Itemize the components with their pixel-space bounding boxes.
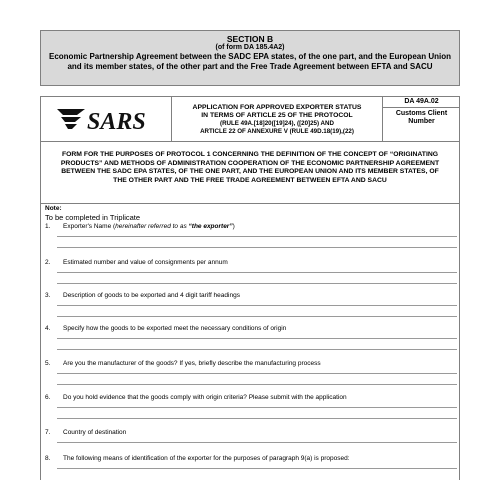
form-title-line3: (RULE 49A.[18]20([19]24), ([20]25) AND xyxy=(220,120,334,127)
form-title-line4: ARTICLE 22 OF ANNEXURE V (RULE 49D.18(19),(22) xyxy=(200,128,354,135)
form-code-box xyxy=(382,97,460,141)
answer-line-5a[interactable] xyxy=(57,373,457,374)
answer-line-3a[interactable] xyxy=(57,305,457,306)
question-4: 4. Specify how the goods to be exported meet the necessary conditions of origin xyxy=(45,325,287,332)
answer-line-2a[interactable] xyxy=(57,272,457,273)
divider xyxy=(41,203,459,204)
question-1: 1. Exporter's Name (hereinafter referred to as “the exporter”) xyxy=(45,223,235,230)
application-form xyxy=(40,96,460,480)
answer-line-1b[interactable] xyxy=(57,247,457,248)
customs-client-number-label: Customs Client Number xyxy=(395,110,448,125)
form-header xyxy=(41,97,459,142)
question-2: 2. Estimated number and value of consignments per annum xyxy=(45,259,228,266)
answer-line-8a[interactable] xyxy=(57,468,457,469)
section-b-banner xyxy=(40,30,460,86)
answer-line-2b[interactable] xyxy=(57,283,457,284)
sars-logo-icon xyxy=(55,105,159,133)
section-heading: SECTION B xyxy=(226,34,274,44)
form-title-line2: IN TERMS OF ARTICLE 25 OF THE PROTOCOL xyxy=(201,112,353,119)
form-purpose: FORM FOR THE PURPOSES OF PROTOCOL 1 CONCERNING THE DEFINITION OF THE CONCEPT OF “ORIGINATING PRODUCTS” AND METHODS OF ADMINISTRATION COOPERATION OF THE ECONOMIC PARTNERSHIP AGREEMENT BETWEEN THE SADC EPA STATES, OF THE ONE PART, AND THE EUROPEAN UNION AND ITS MEMBER STATES, OF THE OTHER PART AND THE FREE TRADE AGREEMENT BETWEEN EFTA AND SACU xyxy=(60,151,440,184)
note-label: Note: xyxy=(45,205,62,212)
sars-logo xyxy=(41,97,172,141)
question-5: 5. Are you the manufacturer of the goods? If yes, briefly describe the manufacturing process xyxy=(45,360,321,367)
answer-line-4a[interactable] xyxy=(57,338,457,339)
note-text: To be completed in Triplicate xyxy=(45,213,141,222)
question-8: 8. The following means of identification of the exporter for the purposes of paragraph 9(a) is proposed: xyxy=(45,455,350,462)
form-title xyxy=(172,97,382,141)
form-title-line1: APPLICATION FOR APPROVED EXPORTER STATUS xyxy=(192,104,362,111)
question-3: 3. Description of goods to be exported and 4 digit tariff headings xyxy=(45,292,240,299)
section-title: Economic Partnership Agreement between the SADC EPA states, of the one part, and the European Union and its member states, of the other part and the Free Trade Agreement between EFTA and SACU xyxy=(49,52,451,71)
answer-line-3b[interactable] xyxy=(57,316,457,317)
answer-line-7a[interactable] xyxy=(57,442,457,443)
answer-line-4b[interactable] xyxy=(57,349,457,350)
answer-line-6b[interactable] xyxy=(57,418,457,419)
form-code: DA 49A.02 xyxy=(383,97,460,108)
question-6: 6. Do you hold evidence that the goods comply with origin criteria? Please submit with the application xyxy=(45,394,347,401)
answer-line-6a[interactable] xyxy=(57,407,457,408)
question-7: 7. Country of destination xyxy=(45,429,127,436)
section-form-ref: (of form DA 185.4A2) xyxy=(215,44,285,51)
answer-line-5b[interactable] xyxy=(57,384,457,385)
answer-line-1a[interactable] xyxy=(57,236,457,237)
svg-text:SARS: SARS xyxy=(87,109,146,133)
